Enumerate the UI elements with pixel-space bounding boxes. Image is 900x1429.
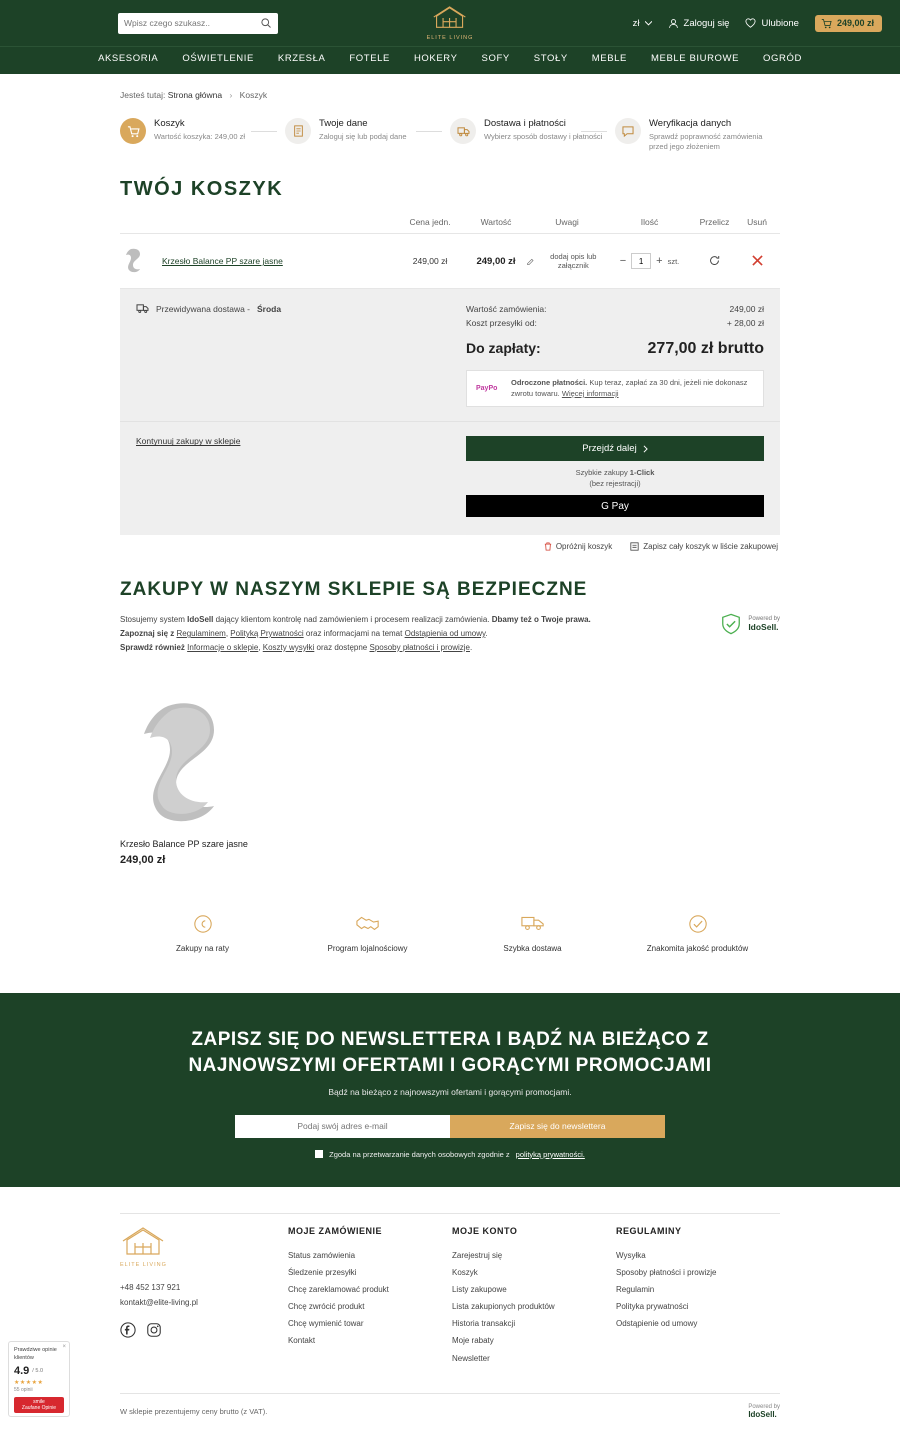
list-item[interactable]: Newsletter: [451, 1353, 490, 1363]
breadcrumb-home[interactable]: Strona główna: [167, 90, 223, 100]
delivery-estimate: [136, 303, 466, 407]
quantity-decrease-button[interactable]: −: [619, 255, 627, 268]
showcase-product-image[interactable]: [120, 819, 275, 831]
list-item[interactable]: Historia transakcji: [451, 1319, 516, 1329]
list-item[interactable]: Polityka prywatności: [616, 1302, 689, 1312]
safe-line3-d: oraz dostępne: [316, 642, 368, 652]
breadcrumb-current: Koszyk: [239, 90, 268, 100]
paypo-logo: PayPo: [476, 385, 498, 393]
col-value: Wartość: [480, 217, 512, 228]
step-title: Weryfikacja danych: [649, 118, 732, 129]
nav-item-ogrod[interactable]: OGRÓD: [763, 53, 802, 64]
cart-product-cell: [120, 244, 395, 278]
table-row: [120, 234, 780, 289]
paypo-text: Kup teraz, zapłać za 30 dni, jeżeli nie dokonasz zwrotu towaru.: [511, 378, 748, 398]
site-footer: [0, 1187, 900, 1429]
topay-value: 277,00 zł brutto: [647, 340, 764, 358]
list-item[interactable]: Moje rabaty: [451, 1336, 494, 1346]
list-item[interactable]: Chcę zareklamować produkt: [287, 1284, 389, 1294]
summary-totals: [466, 303, 764, 407]
nav-item-meble-biurowe[interactable]: MEBLE BIUROWE: [651, 53, 740, 64]
page-title: TWÓJ KOSZYK: [120, 178, 284, 201]
step-icon-truck: [450, 118, 476, 144]
favorites-button[interactable]: [745, 18, 799, 29]
withdrawal-link[interactable]: Odstąpienia od umowy: [404, 629, 486, 639]
step-icon-cart: [120, 118, 146, 144]
cart-unit-price: 249,00 zł: [412, 256, 448, 267]
logo-text: ELITE LIVING: [426, 35, 474, 41]
nav-item-hokery[interactable]: HOKERY: [413, 53, 458, 64]
step-subtitle: Sprawdź poprawność zamówienia przed jego złożeniem: [649, 132, 763, 152]
close-icon: [752, 255, 763, 266]
col-unit-price: Cena jedn.: [409, 217, 451, 228]
reviews-count: 55 opinii: [14, 1387, 33, 1394]
footer-note: W sklepie prezentujemy ceny brutto (z VAT).: [120, 1406, 268, 1416]
footer-email[interactable]: kontakt@elite-living.pl: [120, 1297, 198, 1307]
pencil-icon: [527, 257, 535, 266]
col-notes: Uwagi: [555, 217, 579, 228]
payment-methods-link[interactable]: Sposoby płatności i prowizje: [369, 642, 470, 652]
nav-item-krzesla[interactable]: KRZESŁA: [277, 53, 326, 64]
checkout-actions: [466, 436, 764, 517]
safe-line1-a: Stosujemy system: [120, 615, 185, 625]
oneclick-note: [466, 468, 764, 489]
handshake-icon: [313, 914, 423, 934]
list-item[interactable]: Zarejestruj się: [451, 1250, 503, 1260]
newsletter-subtitle: Bądź na bieżąco z najnowszymi ofertami i gorącymi promocjami.: [328, 1086, 572, 1097]
benefit-quality: [643, 914, 753, 953]
continue-shopping-area: [136, 436, 466, 517]
delivery-label: Przewidywana dostawa -: [156, 303, 251, 314]
topay-label: Do zapłaty:: [466, 340, 541, 357]
consent-checkbox[interactable]: [315, 1150, 323, 1158]
user-icon: [668, 18, 679, 29]
safe-line1-b: IdoSell: [187, 615, 214, 625]
coin-icon: [148, 914, 258, 934]
logo-icon: [431, 5, 469, 31]
chevron-down-icon: [645, 21, 652, 26]
continue-shopping-link[interactable]: Kontynuuj zakupy w sklepie: [136, 436, 241, 447]
list-item[interactable]: Status zamówienia: [287, 1250, 356, 1260]
footer-social: [120, 1322, 288, 1341]
search-icon[interactable]: [260, 17, 272, 29]
benefit-label: Szybka dostawa: [503, 944, 562, 954]
cart-table-header: [120, 217, 780, 234]
newsletter-email-input[interactable]: [235, 1115, 450, 1138]
cart-button[interactable]: [815, 15, 882, 32]
footer-powered: Powered by: [748, 1403, 780, 1410]
facebook-icon[interactable]: [120, 1322, 136, 1341]
order-value-label: Wartość zamówienia:: [466, 304, 547, 315]
safe-line3-a: Sprawdź również: [120, 642, 185, 652]
oneclick-bold: 1-Click: [629, 468, 655, 478]
list-item[interactable]: Lista zakupionych produktów: [451, 1302, 555, 1312]
nav-item-stoly[interactable]: STOŁY: [533, 53, 568, 64]
nav-item-fotele[interactable]: FOTELE: [349, 53, 390, 64]
cart-note-cell[interactable]: [527, 252, 607, 272]
shipping-costs-link[interactable]: Koszty wysyłki: [262, 642, 315, 652]
trash-icon: [544, 542, 552, 551]
product-thumbnail[interactable]: [120, 244, 154, 278]
cart-note-text: dodaj opis lub załącznik: [550, 251, 597, 271]
consent-text: Zgoda na przetwarzanie danych osobowych zgodnie z: [329, 1149, 510, 1159]
footer-bottom: [120, 1393, 780, 1429]
cart-value: 249,00 zł: [476, 255, 516, 267]
step-subtitle: Wybierz sposób dostawy i płatności: [484, 132, 603, 141]
footer-powered-name: IdoSell.: [748, 1409, 777, 1419]
safe-line2-d: oraz informacjami na temat: [305, 629, 403, 639]
step-subtitle: Wartość koszyka: 249,00 zł: [154, 132, 246, 141]
quantity-unit: szt.: [667, 256, 680, 266]
list-item[interactable]: Regulamin: [616, 1284, 655, 1294]
step-icon-chat: [615, 118, 641, 144]
cart-secondary-actions: [120, 535, 780, 551]
footer-column-orders: [288, 1226, 452, 1367]
shipping-value: + 28,00 zł: [726, 317, 764, 328]
footer-column-account: [452, 1226, 616, 1367]
nav-item-akcesoria[interactable]: AKSESORIA: [98, 53, 159, 64]
order-summary: [120, 289, 780, 421]
empty-cart-label: Opróżnij koszyk: [555, 542, 613, 552]
login-button[interactable]: [668, 18, 730, 29]
truck-icon: [478, 914, 588, 934]
nav-item-meble[interactable]: MEBLE: [591, 53, 627, 64]
cart-actions: [120, 421, 780, 535]
list-icon: [630, 542, 639, 551]
step-title: Koszyk: [154, 118, 185, 129]
step-koszyk[interactable]: [120, 118, 285, 152]
quantity-input[interactable]: [631, 253, 651, 269]
nav-item-sofy[interactable]: SOFY: [481, 53, 510, 64]
list-item[interactable]: Chcę zwrócić produkt: [287, 1302, 365, 1312]
reviews-widget[interactable]: [8, 1341, 70, 1417]
oneclick-prefix: Szybkie zakupy: [575, 468, 628, 478]
favorites-label: Ulubione: [761, 17, 799, 29]
reviews-outof: / 5.0: [32, 1367, 43, 1374]
footer-columns: [120, 1213, 780, 1367]
search-input[interactable]: [124, 18, 260, 28]
paypo-headline: Odroczone płatności.: [511, 378, 588, 388]
nav-item-oswietlenie[interactable]: OŚWIETLENIE: [182, 53, 254, 64]
step-twoje-dane[interactable]: [285, 118, 450, 152]
reviews-title: Prawdziwe opinie klientów: [14, 1347, 57, 1361]
step-weryfikacja-danych[interactable]: [615, 118, 780, 152]
benefit-loyalty: [313, 914, 423, 953]
main-navigation: [0, 46, 900, 74]
badge-powered: Powered by: [748, 616, 780, 623]
logo-icon: [120, 1226, 166, 1258]
benefit-label: Program lojalnościowy: [327, 944, 408, 954]
next-step-label: Przejdź dalej: [582, 443, 637, 455]
footer-brand: [120, 1226, 288, 1367]
shipping-label: Koszt przesyłki od:: [466, 317, 537, 328]
footer-column-terms: [616, 1226, 780, 1367]
total-to-pay: [466, 340, 764, 358]
order-value: 249,00 zł: [729, 304, 764, 315]
benefit-label: Zakupy na raty: [176, 944, 229, 954]
paypo-more-link[interactable]: Więcej informacji: [561, 388, 619, 398]
newsletter-heading: ZAPISZ SIĘ DO NEWSLETTERA I BĄDŹ NA BIEŻĄCO Z NAJNOWSZYMI OFERTAMI I GORĄCYMI PROMOCJAMI: [188, 1029, 712, 1076]
cart-total: 249,00 zł: [836, 18, 874, 28]
quantity-increase-button[interactable]: +: [656, 255, 663, 268]
safe-line1-c: dający klientom kontrolę nad zamówieniem i procesem realizacji zamówienia.: [215, 615, 490, 625]
next-step-button[interactable]: [466, 436, 764, 461]
save-cart-button[interactable]: [630, 542, 778, 551]
benefit-fast-delivery: [478, 914, 588, 953]
chevron-right-icon: [643, 445, 648, 453]
newsletter-submit-button[interactable]: Zapisz się do newslettera: [450, 1115, 665, 1138]
showcase-product-price: 249,00 zł: [120, 854, 166, 867]
newsletter-form: [0, 1115, 900, 1138]
newsletter-consent: [0, 1150, 900, 1159]
checkout-steps: [120, 118, 780, 152]
breadcrumb-separator: ›: [229, 90, 233, 100]
step-subtitle: Zaloguj się lub podaj dane: [319, 132, 407, 141]
paypo-banner[interactable]: [466, 370, 764, 407]
step-title: Twoje dane: [319, 118, 368, 129]
check-circle-icon: [643, 914, 753, 934]
step-title: Dostawa i płatności: [484, 118, 566, 129]
footer-logo[interactable]: [120, 1226, 288, 1268]
save-cart-label: Zapisz cały koszyk w liście zakupowej: [643, 542, 778, 552]
footer-column-title: REGULAMINY: [616, 1225, 682, 1236]
safe-line2-a: Zapoznaj się z: [120, 629, 175, 639]
step-icon-document: [285, 118, 311, 144]
badge-name: IdoSell.: [748, 622, 779, 633]
col-recalculate: Przelicz: [699, 217, 730, 228]
shield-icon: [720, 613, 742, 635]
footer-logo-text: ELITE LIVING: [120, 1261, 167, 1268]
empty-cart-button[interactable]: [544, 542, 612, 551]
product-name-link[interactable]: Krzesło Balance PP szare jasne: [162, 256, 283, 267]
instagram-icon[interactable]: [146, 1322, 162, 1341]
close-icon[interactable]: ×: [62, 1344, 66, 1351]
safe-shopping-text: Stosujemy system IdoSell dający klientom kontrolę nad zamówieniem i procesem realizacji zamówienia. Dbamy też o Twoje prawa. Zapoznaj się z Regulaminem, Polityką Prywatności oraz informacjami na temat Odstąpienia od umowy. Sprawdź również Informacje o sklepie, Koszty wysyłki oraz dostępne Sposoby płatności i prowizje.: [120, 615, 591, 652]
rating-stars: ★★★★★: [14, 1379, 44, 1386]
step-dostawa-platnosci[interactable]: [450, 118, 615, 152]
footer-column-title: MOJE KONTO: [451, 1225, 518, 1236]
cart-quantity-cell: [607, 253, 692, 269]
list-item[interactable]: Kontakt: [287, 1336, 316, 1346]
benefit-label: Znakomita jakość produktów: [646, 944, 749, 954]
safe-shopping-title: ZAKUPY W NASZYM SKLEPIE SĄ BEZPIECZNE: [120, 579, 588, 601]
newsletter-section: [0, 993, 900, 1186]
footer-contact: [120, 1280, 288, 1310]
smile-brand: smile: [33, 1398, 45, 1405]
delete-item-button[interactable]: [737, 255, 777, 268]
top-right-actions: [633, 15, 882, 32]
list-item[interactable]: Koszyk: [451, 1267, 478, 1277]
heart-icon: [745, 18, 756, 28]
list-item[interactable]: Odstąpienie od umowy: [616, 1319, 698, 1329]
search-box[interactable]: [118, 13, 278, 34]
footer-phone[interactable]: +48 452 137 921: [120, 1282, 181, 1292]
cart-icon: [821, 18, 832, 29]
login-label: Zaloguj się: [683, 17, 730, 29]
breadcrumb: [120, 90, 780, 100]
site-logo[interactable]: [427, 5, 474, 41]
list-item[interactable]: Chcę wymienić towar: [287, 1319, 364, 1329]
benefit-installments: [148, 914, 258, 953]
smile-brand-sub: Zaufane Opinie: [21, 1404, 57, 1411]
safe-line1-d: Dbamy też o Twoje prawa.: [491, 615, 591, 625]
showcase-product-name[interactable]: Krzesło Balance PP szare jasne: [120, 839, 248, 850]
list-item[interactable]: Śledzenie przesyłki: [287, 1267, 357, 1277]
google-pay-button[interactable]: [466, 495, 764, 517]
col-delete: Usuń: [747, 217, 767, 228]
idosell-badge: [720, 613, 780, 635]
main-content: [120, 74, 780, 953]
gpay-label: G Pay: [601, 500, 629, 512]
reviews-score: 4.9: [14, 1365, 30, 1378]
terms-link[interactable]: Regulaminem: [176, 629, 226, 639]
delivery-day: Środa: [257, 303, 282, 314]
footer-idosell-badge: [748, 1404, 780, 1419]
currency-selector[interactable]: [633, 18, 652, 29]
recalculate-button[interactable]: [692, 255, 737, 268]
privacy-policy-link[interactable]: Polityką Prywatności: [230, 629, 304, 639]
smile-badge[interactable]: [14, 1397, 64, 1413]
breadcrumb-prefix: Jesteś tutaj:: [120, 90, 166, 100]
footer-column-title: MOJE ZAMÓWIENIE: [287, 1225, 382, 1236]
consent-privacy-link[interactable]: polityką prywatności.: [515, 1149, 585, 1159]
refresh-icon: [709, 255, 720, 266]
benefits-bar: [120, 914, 780, 953]
shop-info-link[interactable]: Informacje o sklepie: [187, 642, 259, 652]
list-item[interactable]: Sposoby płatności i prowizje: [616, 1267, 717, 1277]
currency-label: zł: [632, 17, 640, 29]
safe-shopping-section: [120, 613, 780, 654]
truck-icon: [136, 303, 149, 314]
top-bar: [0, 0, 900, 46]
list-item[interactable]: Wysyłka: [616, 1250, 646, 1260]
oneclick-sub: (bez rejestracji): [589, 478, 641, 488]
col-quantity: Ilość: [640, 217, 659, 228]
product-showcase: [120, 688, 780, 866]
list-item[interactable]: Listy zakupowe: [451, 1284, 507, 1294]
